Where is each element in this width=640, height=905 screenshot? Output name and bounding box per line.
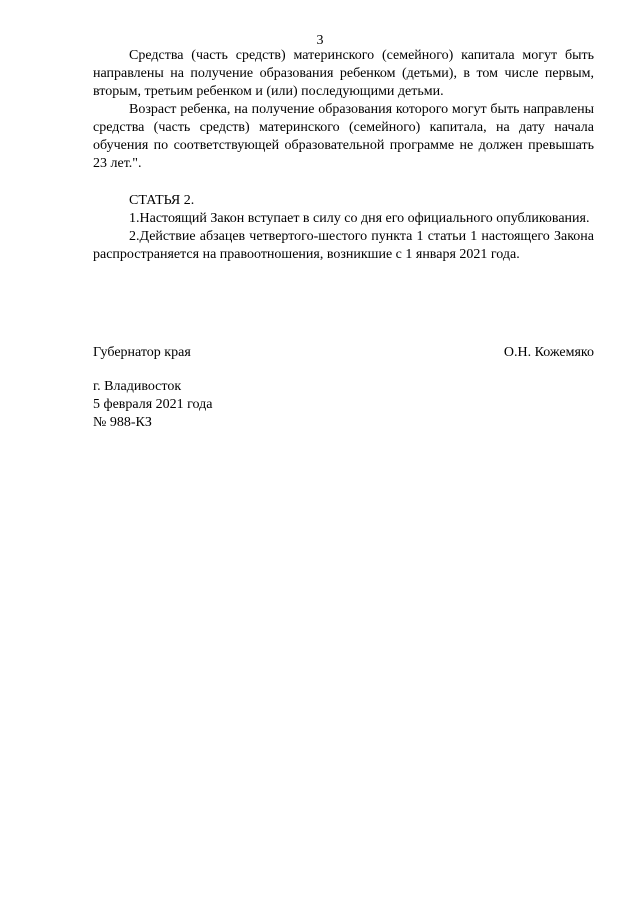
footer-city: г. Владивосток xyxy=(93,379,182,394)
document-footer xyxy=(93,378,393,432)
page-number: 3 xyxy=(316,33,324,48)
signatory-position: Губернатор края xyxy=(93,345,191,360)
footer-law-number: № 988-КЗ xyxy=(93,415,152,430)
article-heading: СТАТЬЯ 2. xyxy=(129,193,195,208)
footer-date: 5 февраля 2021 года xyxy=(93,397,213,412)
article-item-2: 2.Действие абзацев четвертого-шестого пункта 1 статьи 1 настоящего Закона распространяется на правоотношения, возникшие с 1 января 2021 года. xyxy=(93,229,594,262)
document-body xyxy=(93,47,594,264)
article-item-1: 1.Настоящий Закон вступает в силу со дня его официального опубликования. xyxy=(129,211,590,226)
paragraph-maternal-capital-education: Средства (часть средств) материнского (семейного) капитала могут быть направлены на получение образования ребенком (детьми), в том числе первым, вторым, третьим ребенком и (или) последующими детьми. xyxy=(93,48,594,99)
signature-block xyxy=(93,344,594,362)
paragraph-child-age-limit: Возраст ребенка, на получение образования которого могут быть направлены средства (часть средств) материнского (семейного) капитала, на дату начала обучения по соответствующей образовательной программе не должен превышать 23 лет.". xyxy=(93,102,594,171)
signatory-name: О.Н. Кожемяко xyxy=(503,345,594,360)
